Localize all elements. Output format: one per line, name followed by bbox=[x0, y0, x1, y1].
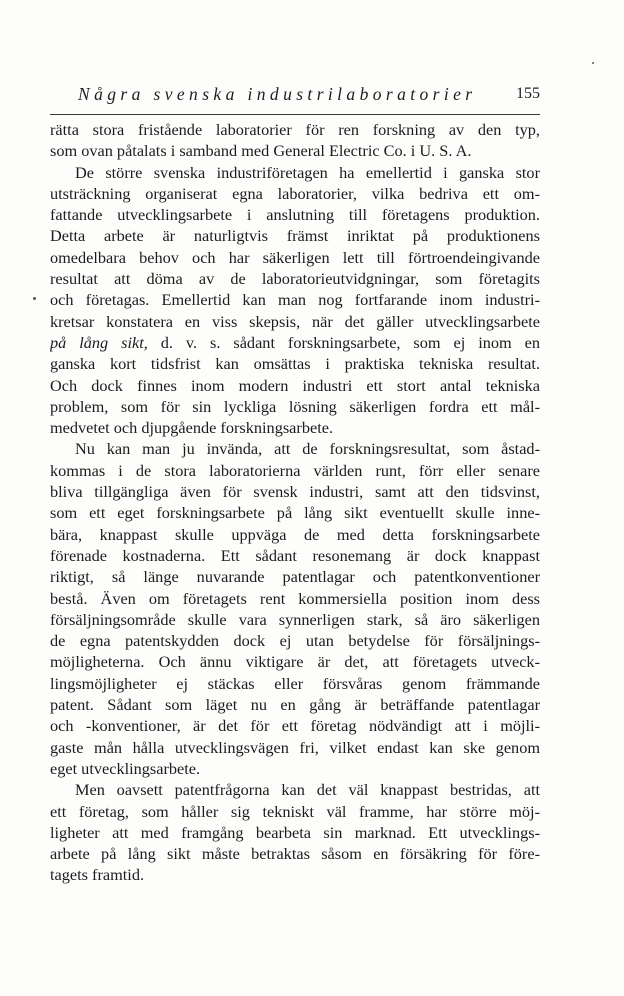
text-line: som ett eget forskningsarbete på lång sikt eventuellt skulle inne- bbox=[50, 503, 540, 523]
text-line: problem, som för sin lyckliga lösning säkerligen fordra ett mål- bbox=[50, 396, 540, 416]
paragraph-start-line: De större svenska industriföretagen ha emellertid i ganska stor bbox=[75, 162, 540, 182]
page-number: 155 bbox=[516, 85, 540, 102]
text-line: kretsar konstatera en viss skepsis, när det gäller utvecklingsarbete bbox=[50, 311, 540, 331]
text-line: patent. Sådant som läget nu en gång är beträffande patentlagar bbox=[50, 695, 540, 715]
text-line: omedelbara behov och har säkerligen lett till förtroendeingivande bbox=[50, 247, 540, 267]
text-line: Detta arbete är naturligtvis främst inriktat på produktionens bbox=[50, 226, 540, 246]
scan-speck bbox=[33, 297, 36, 300]
text-line: bestå. Även om företagets rent kommersiella position inom dess bbox=[50, 588, 540, 608]
text-line-with-emphasis bbox=[50, 332, 540, 353]
paragraph-start-line: Men oavsett patentfrågorna kan det väl knappast bestridas, att bbox=[75, 780, 540, 800]
text-line: utsträckning organiserat egna laboratorier, vilka bedriva ett om- bbox=[50, 183, 540, 203]
text-line: resultat att döma av de laboratorieutvidgningar, som företagits bbox=[50, 269, 540, 289]
running-title: Några svenska industrilaboratorier bbox=[78, 84, 477, 104]
text-line: och -konventioner, är det för ett företag nödvändigt att i möjli- bbox=[50, 716, 540, 736]
text-line: möjligheterna. Och ännu viktigare är det, att företagets utveck- bbox=[50, 652, 540, 672]
text-line: kommas i de stora laboratorierna världen runt, förr eller senare bbox=[50, 460, 540, 480]
text-line: Och dock finnes inom modern industri ett stort antal tekniska bbox=[50, 375, 540, 395]
text-line: arbete på lång sikt måste betraktas såsom en försäkring för före- bbox=[50, 844, 540, 864]
running-head bbox=[50, 84, 540, 108]
text-line: ligheter att med framgång bearbeta sin marknad. Ett utvecklings- bbox=[50, 822, 540, 842]
text-line: riktigt, så länge nuvarande patentlagar och patentkonventioner bbox=[50, 567, 540, 587]
text-line: och företagas. Emellertid kan man nog fortfarande inom industri- bbox=[50, 290, 540, 310]
text-line: ett företag, som håller sig tekniskt väl framme, har större möj- bbox=[50, 801, 540, 821]
text-line: tagets framtid. bbox=[50, 865, 145, 885]
text-line: bära, knappast skulle uppväga de med detta forskningsarbete bbox=[50, 524, 540, 544]
text-line: försäljningsområde skulle vara synnerligen stark, så äro säkerligen bbox=[50, 609, 540, 629]
body-text bbox=[50, 119, 540, 886]
text-line: de egna patentskydden dock ej utan betydelse för försäljnings- bbox=[50, 631, 540, 651]
text-line: förenade kostnaderna. Ett sådant resonemang är dock knappast bbox=[50, 545, 540, 565]
header-rule bbox=[50, 114, 540, 115]
text-line: lingsmöjligheter ej stäckas eller försvåras genom främmande bbox=[50, 673, 540, 693]
text-line: fattande utvecklingsarbete i anslutning till företagens produktion. bbox=[50, 205, 540, 225]
text-line: som ovan påtalats i samband med General Electric Co. i U. S. A. bbox=[50, 141, 472, 161]
text-line: ganska kort tidsfrist kan omsättas i praktiska tekniska resultat. bbox=[50, 354, 540, 374]
text-line: gaste mån hålla utvecklingsvägen fri, vilket endast kan ske genom bbox=[50, 737, 540, 757]
text-line: medvetet och djupgående forskningsarbete. bbox=[50, 418, 334, 438]
paragraph-start-line: Nu kan man ju invända, att de forskningsresultat, som åstad- bbox=[75, 439, 540, 459]
text-line-rest: d. v. s. sådant forskningsarbete, som ej inom en bbox=[147, 332, 540, 352]
emphasis-phrase: på lång sikt, bbox=[50, 332, 148, 352]
scan-speck bbox=[592, 62, 594, 64]
text-line: eget utvecklingsarbete. bbox=[50, 758, 201, 778]
text-line: bliva tillgängliga även för svensk industri, samt att den tidsvinst, bbox=[50, 482, 540, 502]
text-line: rätta stora fristående laboratorier för ren forskning av den typ, bbox=[50, 120, 540, 139]
